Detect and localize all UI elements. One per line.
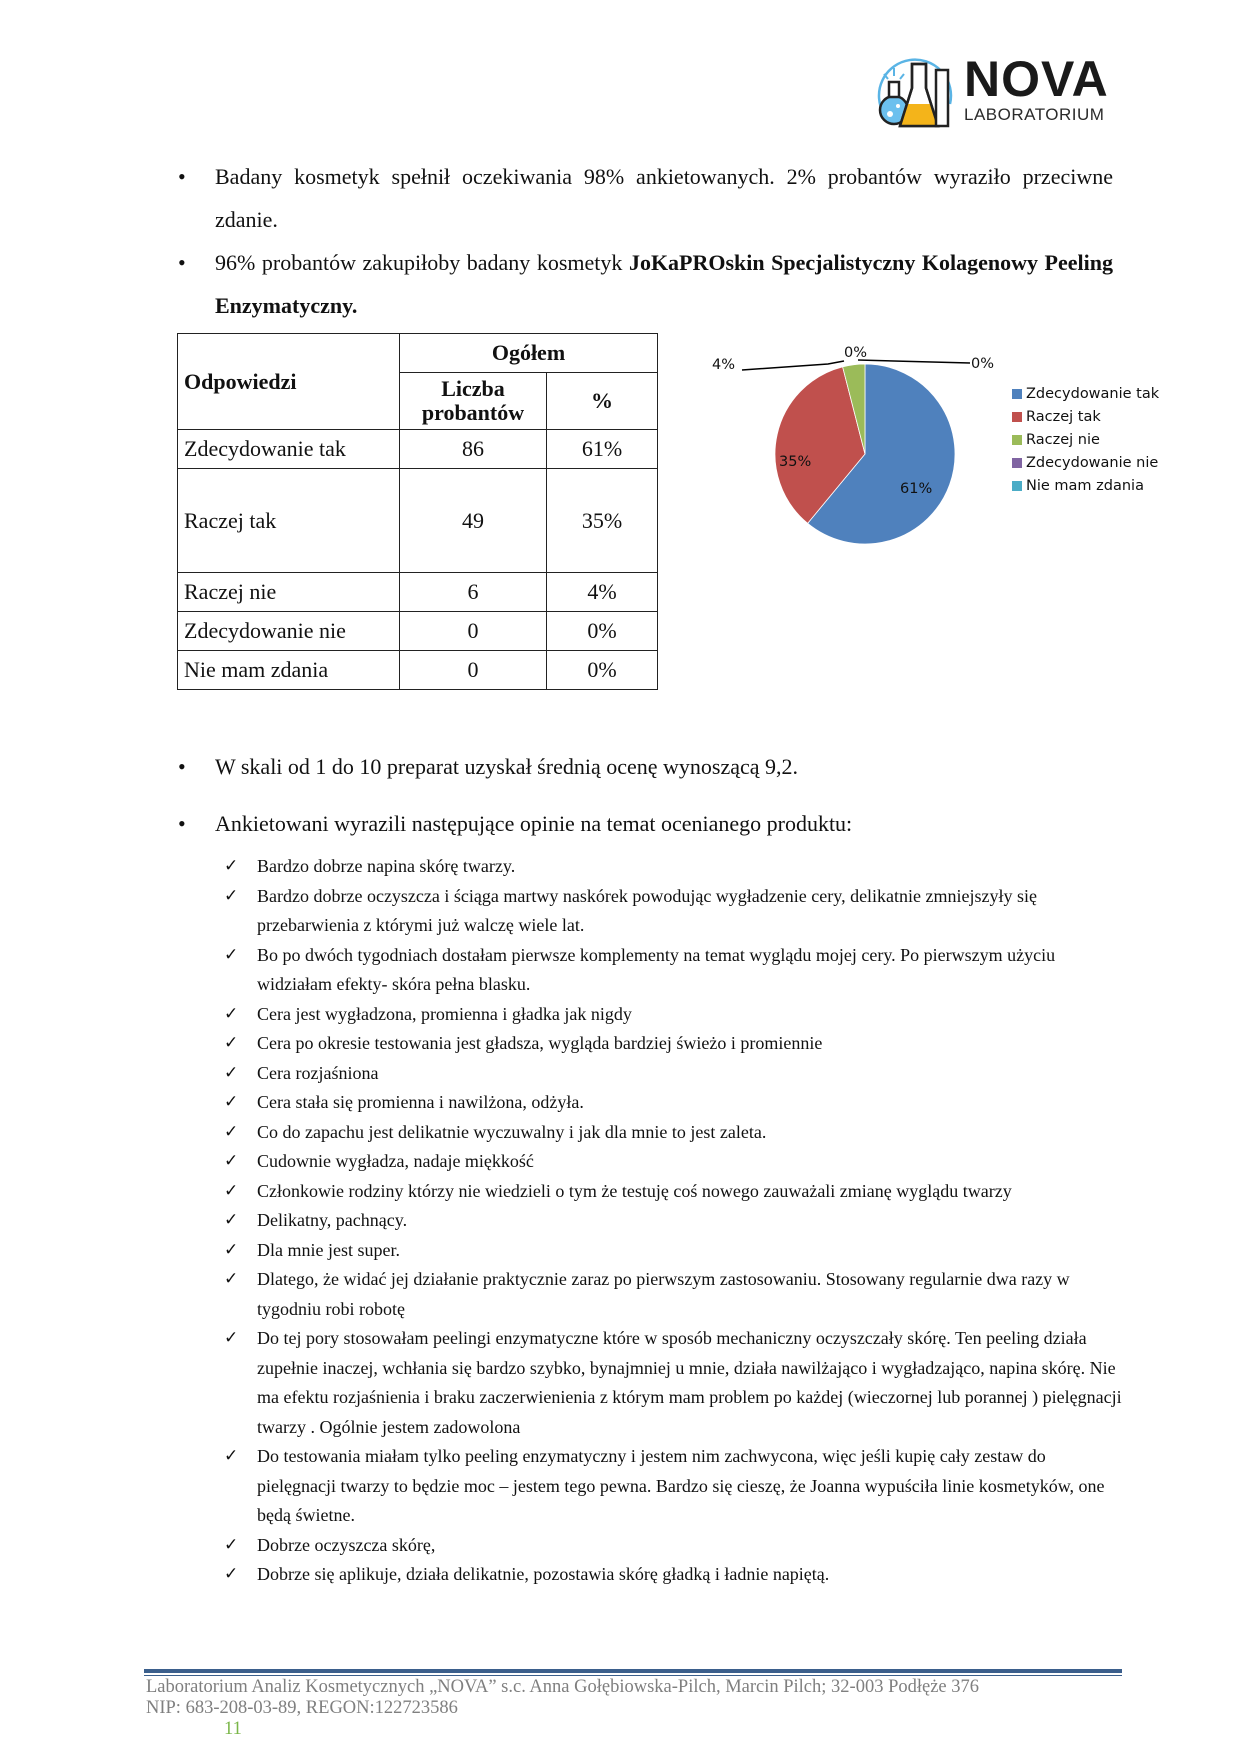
table-row: Raczej tak 49 35%: [178, 469, 658, 573]
label-nie-mam-zdania: 0%: [971, 356, 995, 372]
checkmark-icon: ✓: [224, 1446, 239, 1466]
checkmark-icon: ✓: [224, 856, 239, 876]
label-raczej-nie: 4%: [712, 357, 736, 373]
opinion-item: ✓ Cudownie wygładza, nadaje miękkość: [224, 1147, 1124, 1177]
checkmark-icon: ✓: [224, 1534, 239, 1555]
opinion-item: ✓ Bardzo dobrze napina skórę twarzy.: [224, 852, 1124, 882]
table-row: Zdecydowanie tak 86 61%: [178, 430, 658, 469]
legend-item: Zdecydowanie nie: [1012, 451, 1159, 474]
table-row: Zdecydowanie nie 0 0%: [178, 612, 658, 651]
checkmark-icon: ✓: [224, 1003, 239, 1024]
legend-item: Raczej nie: [1012, 428, 1159, 451]
table-row: Raczej nie 6 4%: [178, 573, 658, 612]
logo-subtitle: LABORATORIUM: [964, 105, 1105, 124]
checkmark-icon: ✓: [224, 1269, 239, 1289]
legend-item: Raczej tak: [1012, 405, 1159, 428]
checkmark-icon: ✓: [224, 1328, 239, 1348]
bullet-purchase: • 96% probantów zakupiłoby badany kosmetyk JoKaPROskin Specjalistyczny Kolagenowy Peeling Enzymatyczny.: [178, 241, 1113, 327]
opinion-item: ✓ Do testowania miałam tylko peeling enzymatyczny i jestem nim zachwycona, więc jeśli kupię cały zestaw do pielęgnacji twarzy to będzie moc – jestem tego pewna. Bardzo się cieszę, że Joanna wypuściła linie kosmetyków, one będą świetne.: [224, 1442, 1124, 1531]
label-raczej-tak: 35%: [779, 454, 812, 470]
legend-item: Zdecydowanie tak: [1012, 382, 1159, 405]
header-answers: Odpowiedzi: [178, 334, 400, 430]
header-group: Ogółem: [400, 334, 658, 373]
swatch-nie-mam-zdania: [1012, 481, 1022, 491]
responses-table: [177, 333, 658, 690]
swatch-zdecydowanie-tak: [1012, 389, 1022, 399]
opinion-item: ✓ Członkowie rodziny którzy nie wiedzieli o tym że testuję coś nowego zauważali zmianę wyglądu twarzy: [224, 1177, 1124, 1207]
checkmark-icon: ✓: [224, 1121, 239, 1142]
opinion-item: ✓ Cera po okresie testowania jest gładsza, wygląda bardziej świeżo i promiennie: [224, 1029, 1124, 1059]
page-number: 11: [224, 1719, 242, 1739]
swatch-zdecydowanie-nie: [1012, 458, 1022, 468]
header-count: Liczba probantów: [400, 373, 547, 430]
checkmark-icon: ✓: [224, 1062, 239, 1083]
opinion-item: ✓ Do tej pory stosowałam peelingi enzymatyczne które w sposób mechaniczny oczyszczały skórę. Ten peeling działa zupełnie inaczej, wchłania się bardzo szybko, bynajmniej u mnie, działa nawilżająco i wygładzająco, napina skórę. Nie ma efektu rozjaśnienia i braku zaczerwienienia z którym mam problem po każdej (wieczornej lub porannej ) pielęgnacji twarzy . Ogólnie jestem zadowolona: [224, 1324, 1124, 1442]
opinion-item: ✓ Bo po dwóch tygodniach dostałam pierwsze komplementy na temat wyglądu mojej cery. Po pierwszym użyciu widziałam efekty- skóra pełna blasku.: [224, 941, 1124, 1000]
opinion-item: ✓ Cera rozjaśniona: [224, 1059, 1124, 1089]
bullet-expectations: • Badany kosmetyk spełnił oczekiwania 98% ankietowanych. 2% probantów wyraziło przeciwne zdanie.: [178, 155, 1113, 241]
checkmark-icon: ✓: [224, 1033, 239, 1053]
checkmark-icon: ✓: [224, 944, 239, 965]
legend-item: Nie mam zdania: [1012, 474, 1159, 497]
table-row: Nie mam zdania 0 0%: [178, 651, 658, 690]
opinion-item: ✓ Dla mnie jest super.: [224, 1236, 1124, 1266]
opinions-list: [224, 852, 1124, 1590]
header-percent: %: [547, 373, 658, 430]
checkmark-icon: ✓: [224, 1239, 239, 1260]
lab-flasks-icon: [872, 52, 962, 134]
checkmark-icon: ✓: [224, 1180, 239, 1201]
label-zdecydowanie-nie: 0%: [844, 345, 868, 361]
opinion-item: ✓ Bardzo dobrze oczyszcza i ściąga martwy naskórek powodując wygładzenie cery, delikatnie zmniejszyły się przebarwienia z którymi już walczę wiele lat.: [224, 882, 1124, 941]
opinion-item: ✓ Cera stała się promienna i nawilżona, odżyła.: [224, 1088, 1124, 1118]
opinion-item: ✓ Dobrze oczyszcza skórę,: [224, 1531, 1124, 1561]
nova-logo: [872, 52, 1112, 134]
footer-line-2: NIP: 683-208-03-89, REGON:122723586: [146, 1698, 458, 1718]
rating-bullets: [178, 745, 1113, 845]
footer-address: [146, 1677, 979, 1719]
swatch-raczej-nie: [1012, 435, 1022, 445]
checkmark-icon: ✓: [224, 885, 239, 906]
checkmark-icon: ✓: [224, 1092, 239, 1112]
product-name: JoKaPROskin Specjalistyczny Kolagenowy Peeling Enzymatyczny.: [215, 250, 1113, 318]
logo-title: NOVA: [964, 51, 1109, 107]
label-zdecydowanie-tak: 61%: [900, 481, 933, 497]
swatch-raczej-tak: [1012, 412, 1022, 422]
checkmark-icon: ✓: [224, 1210, 239, 1230]
opinion-item: ✓ Dobrze się aplikuje, działa delikatnie, pozostawia skórę gładką i ładnie napiętą.: [224, 1560, 1124, 1590]
opinion-item: ✓ Dlatego, że widać jej działanie praktycznie zaraz po pierwszym zastosowaniu. Stosowany regularnie dwa razy w tygodniu robi robotę: [224, 1265, 1124, 1324]
opinion-item: ✓ Co do zapachu jest delikatnie wyczuwalny i jak dla mnie to jest zaleta.: [224, 1118, 1124, 1148]
checkmark-icon: ✓: [224, 1564, 239, 1584]
bullet-opinions-intro: • Ankietowani wyrazili następujące opinie na temat ocenianego produktu:: [178, 802, 1113, 845]
summary-bullets: [178, 155, 1113, 327]
opinion-item: ✓ Delikatny, pachnący.: [224, 1206, 1124, 1236]
footer-line-1: Laboratorium Analiz Kosmetycznych „NOVA” s.c. Anna Gołębiowska-Pilch, Marcin Pilch; 32-003 Podłęże 376: [146, 1677, 980, 1697]
checkmark-icon: ✓: [224, 1151, 239, 1171]
footer-divider: [144, 1669, 1122, 1676]
opinion-item: ✓ Cera jest wygładzona, promienna i gładka jak nigdy: [224, 1000, 1124, 1030]
chart-legend: [1012, 382, 1159, 497]
bullet-rating: • W skali od 1 do 10 preparat uzyskał średnią ocenę wynoszącą 9,2.: [178, 745, 1113, 788]
